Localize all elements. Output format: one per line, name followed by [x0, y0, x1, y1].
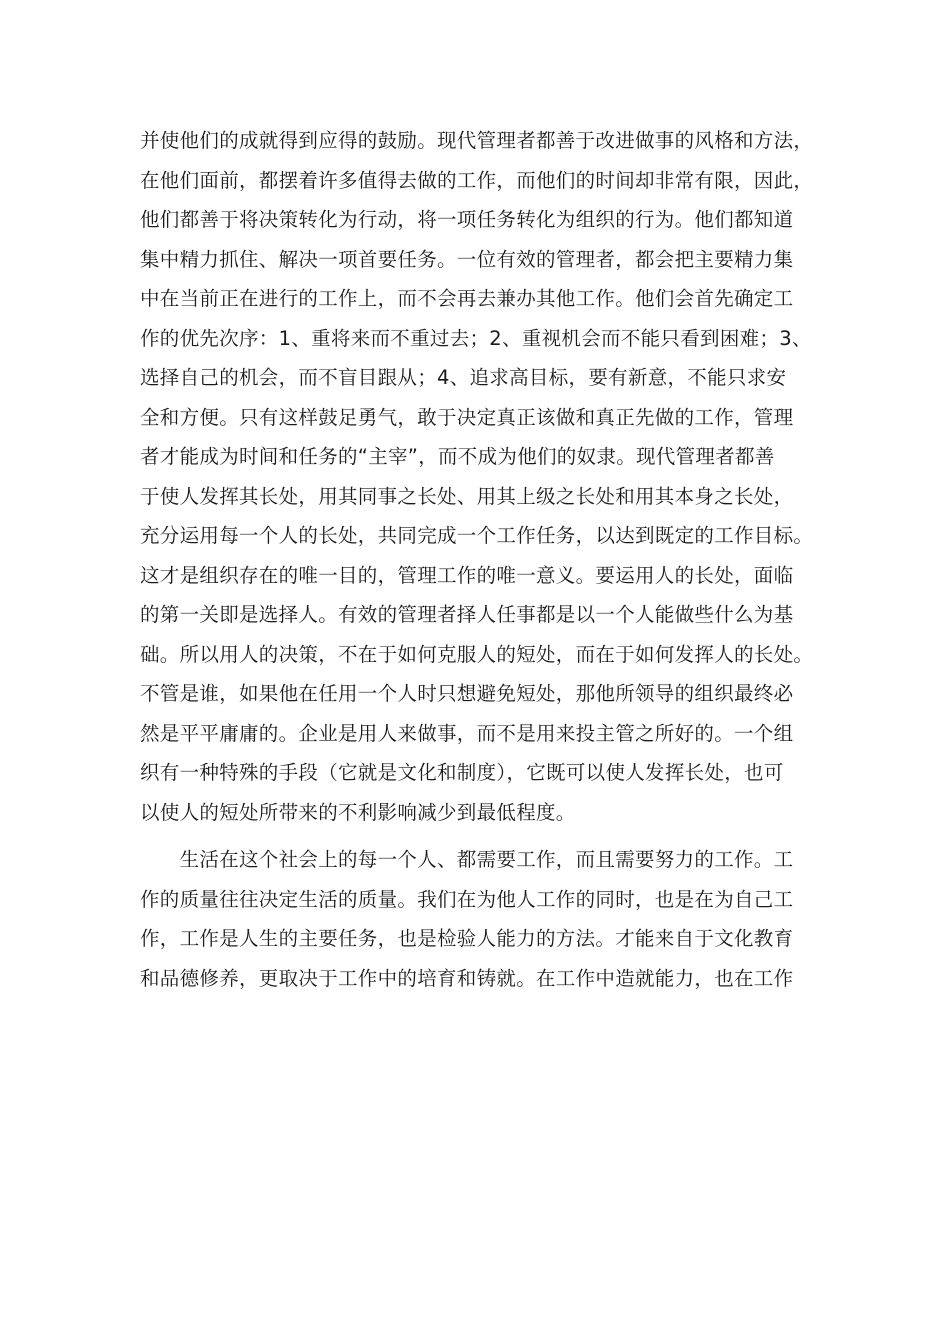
paragraph-spacer — [140, 832, 820, 840]
text-line: 他们都善于将决策转化为行动，将一项任务转化为组织的行为。他们都知道 — [140, 208, 794, 231]
paragraph-1 — [140, 121, 820, 832]
text-line: 选择自己的机会，而不盲目跟从；4、追求高目标，要有新意，不能只求安 — [140, 366, 787, 389]
text-line: 在他们面前，都摆着许多值得去做的工作，而他们的时间却非常有限，因此， — [140, 168, 814, 192]
text-line: 和品德修养，更取决于工作中的培育和铸就。在工作中造就能力，也在工作 — [140, 966, 794, 990]
text-line: 不管是谁，如果他在任用一个人时只想避免短处，那他所领导的组织最终必 — [140, 682, 794, 705]
text-line: 的第一关即是选择人。有效的管理者择人任事都是以一个人能做些什么为基 — [140, 603, 794, 626]
text-line: 并使他们的成就得到应得的鼓励。现代管理者都善于改进做事的风格和方法， — [140, 129, 814, 152]
text-line: 然是平平庸庸的。企业是用人来做事，而不是用来投主管之所好的。一个组 — [140, 721, 794, 745]
text-line: 全和方便。只有这样鼓足勇气，敢于决定真正该做和真正先做的工作，管理 — [140, 405, 794, 429]
text-line: 者才能成为时间和任务的“主宰”，而不成为他们的奴隶。现代管理者都善 — [140, 445, 775, 468]
text-line: 作，工作是人生的主要任务，也是检验人能力的方法。才能来自于文化教育 — [140, 927, 794, 950]
text-line: 充分运用每一个人的长处，共同完成一个工作任务，以达到既定的工作目标。 — [140, 524, 814, 547]
document-body — [140, 121, 820, 998]
text-line: 作的质量往往决定生活的质量。我们在为他人工作的同时，也是在为自己工 — [140, 887, 794, 911]
text-line: 以使人的短处所带来的不利影响减少到最低程度。 — [140, 800, 576, 824]
paragraph-2 — [140, 840, 820, 998]
text-line: 生活在这个社会上的每一个人、都需要工作，而且需要努力的工作。工 — [140, 848, 794, 871]
text-line: 织有一种特殊的手段（它就是文化和制度），它既可以使人发挥长处，也可 — [140, 761, 784, 784]
text-line: 集中精力抓住、解决一项首要任务。一位有效的管理者，都会把主要精力集 — [140, 247, 794, 271]
text-line: 于使人发挥其长处，用其同事之长处、用其上级之长处和用其本身之长处， — [140, 484, 794, 508]
text-line: 础。所以用人的决策，不在于如何克服人的短处，而在于如何发挥人的长处。 — [140, 642, 814, 666]
text-line: 作的优先次序：1、重将来而不重过去；2、重视机会而不能只看到困难；3、 — [140, 326, 812, 350]
text-line: 这才是组织存在的唯一目的，管理工作的唯一意义。要运用人的长处，面临 — [140, 563, 794, 587]
text-line: 中在当前正在进行的工作上，而不会再去兼办其他工作。他们会首先确定工 — [140, 287, 794, 310]
